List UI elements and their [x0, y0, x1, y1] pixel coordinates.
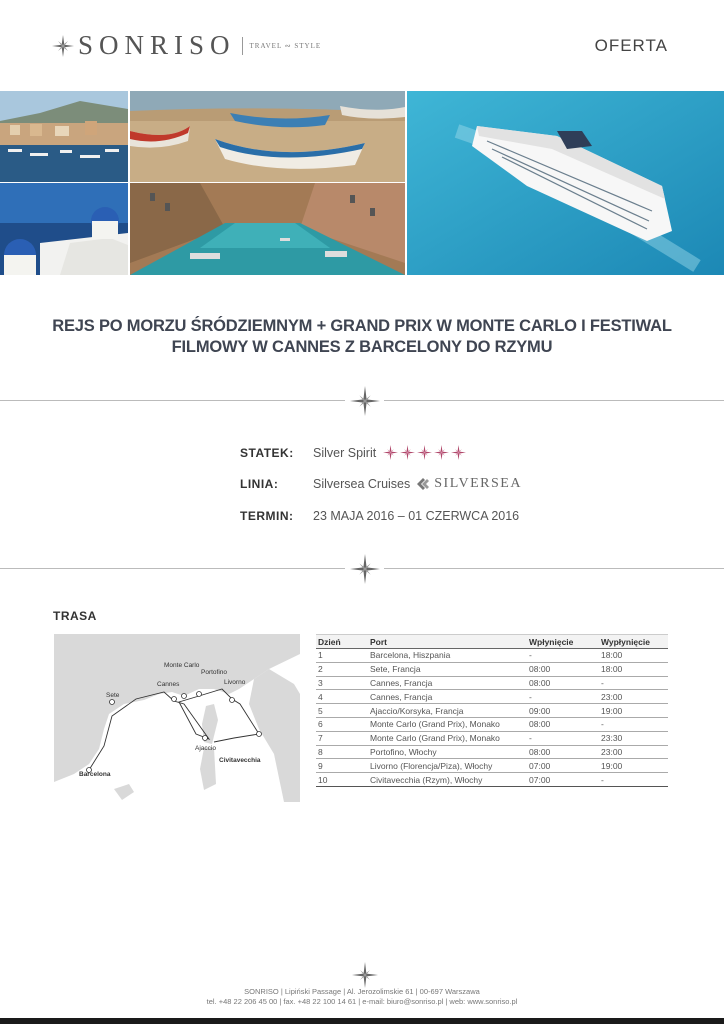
- photo-banner: [0, 91, 724, 275]
- cell-port: Cannes, Francja: [368, 676, 527, 690]
- cell-departure: 23:00: [599, 690, 668, 704]
- map-label-sete: Sete: [106, 692, 120, 699]
- photo-santorini: [0, 183, 128, 275]
- compass-star-icon: [350, 386, 380, 416]
- cell-arrival: -: [527, 690, 599, 704]
- star-icon: [451, 445, 466, 460]
- cell-arrival: 08:00: [527, 676, 599, 690]
- line-label: LINIA:: [240, 477, 279, 491]
- photo-cruise-ship: [407, 91, 724, 275]
- brand-tagline: TRAVEL ∾ STYLE: [249, 41, 322, 50]
- compass-star-icon: [350, 554, 380, 584]
- silversea-logo: [417, 476, 522, 492]
- table-header-row: [316, 635, 668, 649]
- cell-arrival: 09:00: [527, 704, 599, 718]
- table-row: [316, 717, 668, 731]
- cell-day: 2: [316, 662, 368, 676]
- page-footer: [0, 987, 724, 1007]
- col-header-port: Port: [368, 635, 527, 649]
- cell-day: 6: [316, 717, 368, 731]
- cell-port: Sete, Francja: [368, 662, 527, 676]
- cell-day: 5: [316, 704, 368, 718]
- cell-arrival: 08:00: [527, 717, 599, 731]
- cell-day: 10: [316, 773, 368, 787]
- offer-title: REJS PO MORZU ŚRÓDZIEMNYM + GRAND PRIX W MONTE CARLO I FESTIWAL FILMOWY W CANNES Z BARCELONY DO RZYMU: [52, 317, 672, 356]
- cell-day: 7: [316, 731, 368, 745]
- col-header-arrival: Wpłynięcie: [527, 635, 599, 649]
- footer-address: SONRISO | Lipiński Passage | Al. Jerozolimskie 61 | 00-697 Warszawa: [244, 987, 480, 996]
- page-header: [0, 0, 724, 90]
- logo-separator: [242, 37, 243, 55]
- map-label-livorno: Livorno: [224, 679, 246, 686]
- cell-port: Monte Carlo (Grand Prix), Monako: [368, 731, 527, 745]
- table-row: [316, 690, 668, 704]
- cell-departure: 19:00: [599, 759, 668, 773]
- star-icon: [434, 445, 449, 460]
- section-divider: [0, 554, 724, 584]
- line-row: [240, 476, 522, 492]
- document-type: OFERTA: [594, 36, 668, 55]
- cell-port: Civitavecchia (Rzym), Włochy: [368, 773, 527, 787]
- itinerary-table: [316, 634, 668, 787]
- cell-arrival: 08:00: [527, 745, 599, 759]
- ship-rating: [383, 445, 468, 460]
- cell-day: 8: [316, 745, 368, 759]
- silversea-logo-text: SILVERSEA: [434, 476, 522, 491]
- cell-departure: 19:00: [599, 704, 668, 718]
- date-value: 23 MAJA 2016 – 01 CZERWCA 2016: [313, 509, 520, 523]
- sonriso-logo: [52, 30, 321, 61]
- route-map: [54, 634, 300, 802]
- table-row: [316, 662, 668, 676]
- star-icon: [417, 445, 432, 460]
- cell-departure: 23:00: [599, 745, 668, 759]
- cell-port: Ajaccio/Korsyka, Francja: [368, 704, 527, 718]
- cell-port: Livorno (Florencja/Piza), Włochy: [368, 759, 527, 773]
- photo-venice-canal: [130, 183, 405, 275]
- table-row: [316, 704, 668, 718]
- cell-departure: 18:00: [599, 662, 668, 676]
- cell-port: Barcelona, Hiszpania: [368, 649, 527, 663]
- bottom-bar: [0, 1018, 724, 1024]
- table-row: [316, 745, 668, 759]
- cell-arrival: -: [527, 731, 599, 745]
- star-icon: [400, 445, 415, 460]
- col-header-departure: Wypłynięcie: [599, 635, 668, 649]
- cell-departure: -: [599, 717, 668, 731]
- cell-arrival: 07:00: [527, 759, 599, 773]
- line-value: Silversea Cruises: [313, 477, 411, 491]
- ship-label: STATEK:: [240, 445, 294, 460]
- date-row: [240, 509, 519, 523]
- cell-port: Portofino, Włochy: [368, 745, 527, 759]
- map-label-ajaccio: Ajaccio: [195, 745, 216, 752]
- col-header-day: Dzień: [316, 635, 368, 649]
- cell-departure: -: [599, 676, 668, 690]
- compass-star-icon: [52, 35, 74, 57]
- cell-departure: -: [599, 773, 668, 787]
- table-row: [316, 676, 668, 690]
- cell-day: 9: [316, 759, 368, 773]
- map-label-civitavecchia: Civitavecchia: [219, 757, 261, 764]
- cell-arrival: 07:00: [527, 773, 599, 787]
- table-row: [316, 773, 668, 787]
- map-label-barcelona: Barcelona: [79, 771, 111, 778]
- ship-row: [240, 445, 468, 460]
- route-title: TRASA: [53, 609, 97, 623]
- date-label: TERMIN:: [240, 509, 294, 523]
- brand-name: SONRISO: [78, 30, 236, 60]
- cell-day: 3: [316, 676, 368, 690]
- footer-contact: tel. +48 22 206 45 00 | fax. +48 22 100 14 61 | e-mail: biuro@sonriso.pl | web: www.sonriso.pl: [206, 997, 518, 1006]
- table-row: [316, 731, 668, 745]
- cell-departure: 18:00: [599, 649, 668, 663]
- map-label-portofino: Portofino: [201, 669, 228, 676]
- cell-arrival: -: [527, 649, 599, 663]
- star-icon: [383, 445, 398, 460]
- table-row: [316, 759, 668, 773]
- table-row: [316, 649, 668, 663]
- cell-port: Cannes, Francja: [368, 690, 527, 704]
- map-label-monte-carlo: Monte Carlo: [164, 662, 200, 669]
- cell-arrival: 08:00: [527, 662, 599, 676]
- photo-harbour: [0, 91, 128, 182]
- section-divider: [0, 386, 724, 416]
- cell-day: 4: [316, 690, 368, 704]
- photo-fishing-boats: [130, 91, 405, 182]
- ship-value: Silver Spirit: [313, 445, 377, 460]
- compass-star-icon: [352, 962, 378, 988]
- map-label-cannes: Cannes: [157, 681, 180, 688]
- silversea-mark-icon: [417, 478, 431, 490]
- cell-port: Monte Carlo (Grand Prix), Monako: [368, 717, 527, 731]
- cell-departure: 23:30: [599, 731, 668, 745]
- cell-day: 1: [316, 649, 368, 663]
